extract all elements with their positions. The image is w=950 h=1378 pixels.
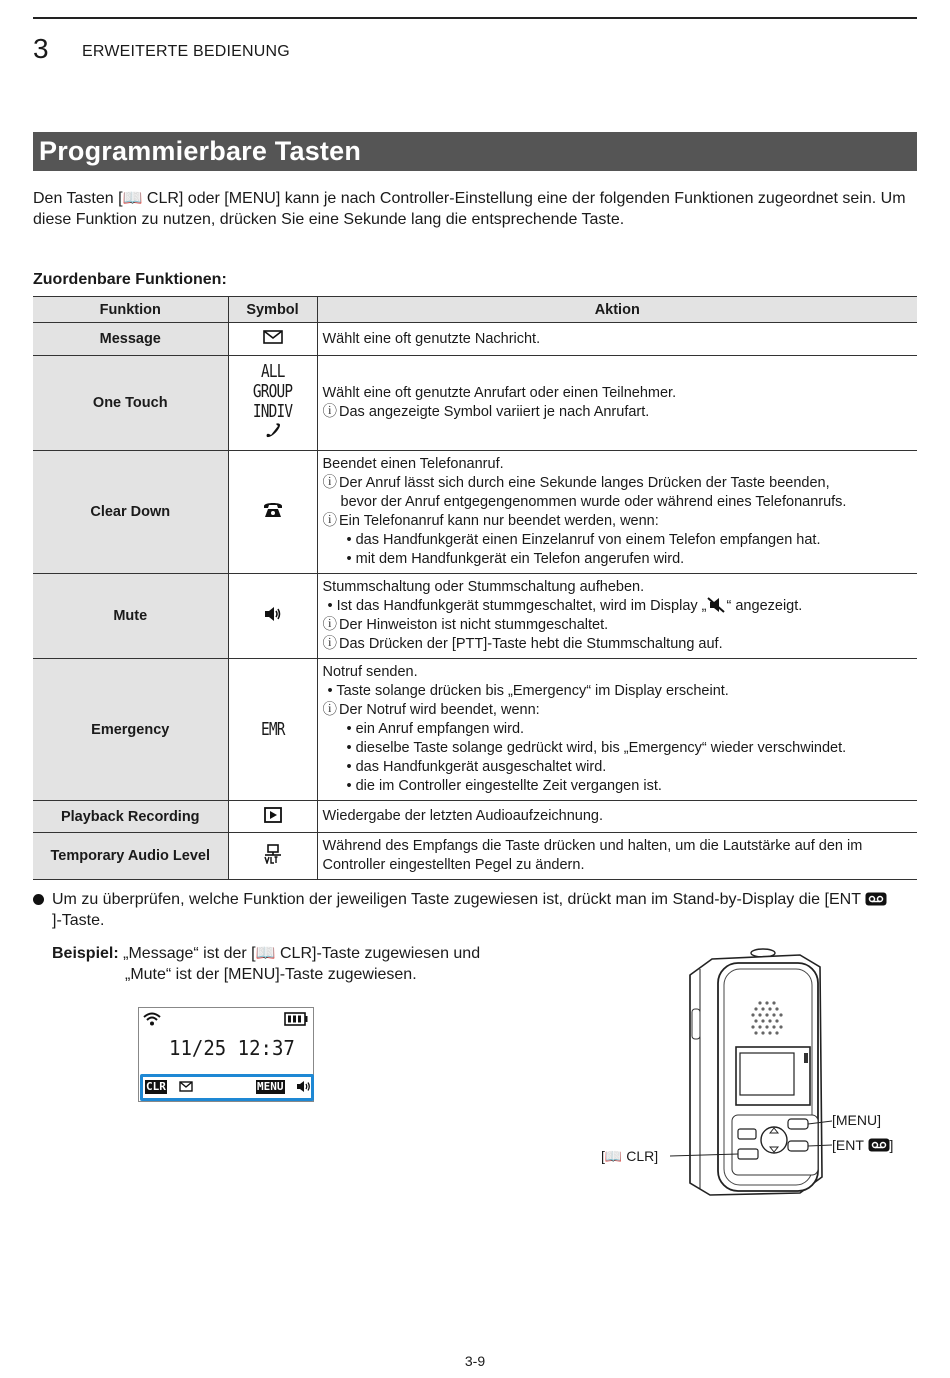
action-info: ⓘ Das angezeigte Symbol variiert je nach Anrufart. [323, 403, 913, 422]
lcd-menu-tag: MENU [257, 1080, 284, 1093]
symbol-text: ALL [260, 361, 285, 382]
example-label: Beispiel: [52, 945, 119, 962]
action-info: ⓘ Der Hinweiston ist nicht stummgeschaltet. [323, 616, 913, 635]
note-text: Um zu überprüfen, welche Funktion der jeweiligen Taste zugewiesen ist, drückt man im Stand-by-Display die [ENT [52, 891, 866, 908]
action-cell [317, 574, 917, 659]
symbol-cell [228, 659, 317, 801]
function-name: Clear Down [33, 451, 228, 574]
column-header-symbol: Symbol [228, 297, 317, 323]
action-text: Ist das Handfunkgerät stummgeschaltet, wird im Display „ [336, 598, 707, 614]
symbol-text: EMR [260, 718, 285, 740]
action-bullet: • das Handfunkgerät ausgeschaltet wird. [323, 758, 913, 777]
functions-table [33, 296, 917, 880]
example-block [52, 943, 480, 985]
function-name: One Touch [33, 356, 228, 451]
action-cell [317, 801, 917, 833]
table-row [33, 323, 917, 356]
action-text: bevor der Anruf entgegengenommen wurde oder während eines Telefonanrufs. [340, 494, 847, 510]
envelope-icon [179, 1081, 193, 1092]
action-text: “ angezeigt. [726, 598, 803, 614]
example-line-1: „Message“ ist der [📖 CLR]-Taste zugewiesen und [123, 945, 481, 962]
ent-record-icon [865, 892, 887, 906]
table-row [33, 659, 917, 801]
function-name: Temporary Audio Level [33, 833, 228, 880]
function-name: Emergency [33, 659, 228, 801]
column-header-action: Aktion [317, 297, 917, 323]
header-rule [33, 17, 917, 19]
callout-menu: [MENU] [832, 1112, 881, 1128]
function-name: Playback Recording [33, 801, 228, 833]
radio-illustration [660, 945, 840, 1200]
table-row [33, 356, 917, 451]
section-title: Programmierbare Tasten [33, 132, 917, 171]
action-info: ⓘ Das Drücken der [PTT]-Taste hebt die Stummschaltung auf. [323, 635, 913, 654]
action-bullet: • das Handfunkgerät einen Einzelanruf von einem Telefon empfangen hat. [323, 531, 913, 550]
symbol-cell [228, 574, 317, 659]
chapter-title: ERWEITERTE BEDIENUNG [82, 43, 290, 60]
action-bullet: • dieselbe Taste solange gedrückt wird, bis „Emergency“ wieder verschwindet. [323, 739, 913, 758]
telephone-icon [263, 501, 283, 519]
ent-record-icon [868, 1138, 890, 1152]
action-cell [317, 659, 917, 801]
action-cell [317, 323, 917, 356]
action-info: ⓘ Der Notruf wird beendet, wenn: [323, 701, 913, 720]
action-text: Notruf senden. [322, 664, 418, 680]
symbol-cell [228, 323, 317, 356]
example-line-2: „Mute“ ist der [MENU]-Taste zugewiesen. [125, 966, 417, 983]
page-number: 3-9 [464, 1353, 486, 1369]
action-bullet: • die im Controller eingestellte Zeit vergangen ist. [323, 777, 913, 796]
callout-ent [832, 1137, 893, 1153]
action-cell [317, 356, 917, 451]
column-header-function: Funktion [33, 297, 228, 323]
symbol-text: INDIV [252, 401, 293, 422]
battery-icon [284, 1012, 308, 1026]
symbol-cell [228, 801, 317, 833]
chapter-number: 3 [33, 33, 49, 64]
table-row [33, 451, 917, 574]
lcd-time: 11/25 12:37 [169, 1036, 295, 1060]
symbol-cell [228, 356, 317, 451]
playback-icon [264, 807, 282, 823]
speaker-icon [296, 1080, 311, 1093]
action-info: ⓘ Der Anruf lässt sich durch eine Sekunde langes Drücken der Taste beenden, [323, 474, 913, 493]
table-row [33, 574, 917, 659]
action-bullet: • mit dem Handfunkgerät ein Telefon angerufen wird. [323, 550, 913, 569]
intro-paragraph: Den Tasten [📖 CLR] oder [MENU] kann je nach Controller-Einstellung eine der folgenden Funktionen zugeordnet sein. Um diese Funktion zu nutzen, drücken Sie eine Sekunde lang die entsprechende Taste. [33, 190, 906, 228]
note-text-end: ]-Taste. [52, 912, 105, 929]
volume-level-icon [263, 844, 283, 864]
speaker-icon [263, 605, 283, 623]
action-text: Beendet einen Telefonanruf. [322, 456, 504, 472]
action-cell [317, 833, 917, 880]
action-text: Während des Empfangs die Taste drücken und halten, um die Lautstärke auf den im [322, 838, 863, 854]
action-bullet: • Taste solange drücken bis „Emergency“ im Display erscheint. [323, 682, 913, 701]
action-bullet [323, 597, 913, 616]
symbol-cell [228, 833, 317, 880]
lcd-key-assignment-bar [140, 1074, 314, 1101]
action-cell [317, 451, 917, 574]
callout-ent-label: [ENT [832, 1137, 868, 1153]
table-row [33, 833, 917, 880]
lcd-display [138, 1007, 314, 1102]
callout-ent-end: ] [889, 1137, 894, 1153]
action-bullet: • ein Anruf empfangen wird. [323, 720, 913, 739]
mute-icon [707, 597, 727, 613]
table-row [33, 801, 917, 833]
callout-clr: [📖 CLR] [601, 1148, 659, 1164]
action-text: Wiedergabe der letzten Audioaufzeichnung. [322, 808, 604, 824]
action-text: Wählt eine oft genutzte Nachricht. [322, 330, 541, 347]
envelope-icon [263, 330, 283, 344]
note-paragraph [33, 889, 893, 931]
table-heading: Zuordenbare Funktionen: [33, 271, 227, 288]
action-info: ⓘ Ein Telefonanruf kann nur beendet werden, wenn: [323, 512, 913, 531]
function-name: Message [33, 323, 228, 356]
symbol-text: GROUP [252, 381, 293, 402]
action-text: Wählt eine oft genutzte Anrufart oder einen Teilnehmer. [322, 385, 677, 401]
bullet-dot [33, 894, 44, 905]
signal-icon [143, 1011, 161, 1027]
lcd-clr-tag: CLR [146, 1080, 166, 1093]
function-name: Mute [33, 574, 228, 659]
action-text: Stummschaltung oder Stummschaltung aufheben. [322, 579, 645, 595]
symbol-cell [228, 451, 317, 574]
phone-handset-icon [264, 422, 282, 440]
action-text: Controller eingestellten Pegel zu ändern. [322, 857, 585, 873]
